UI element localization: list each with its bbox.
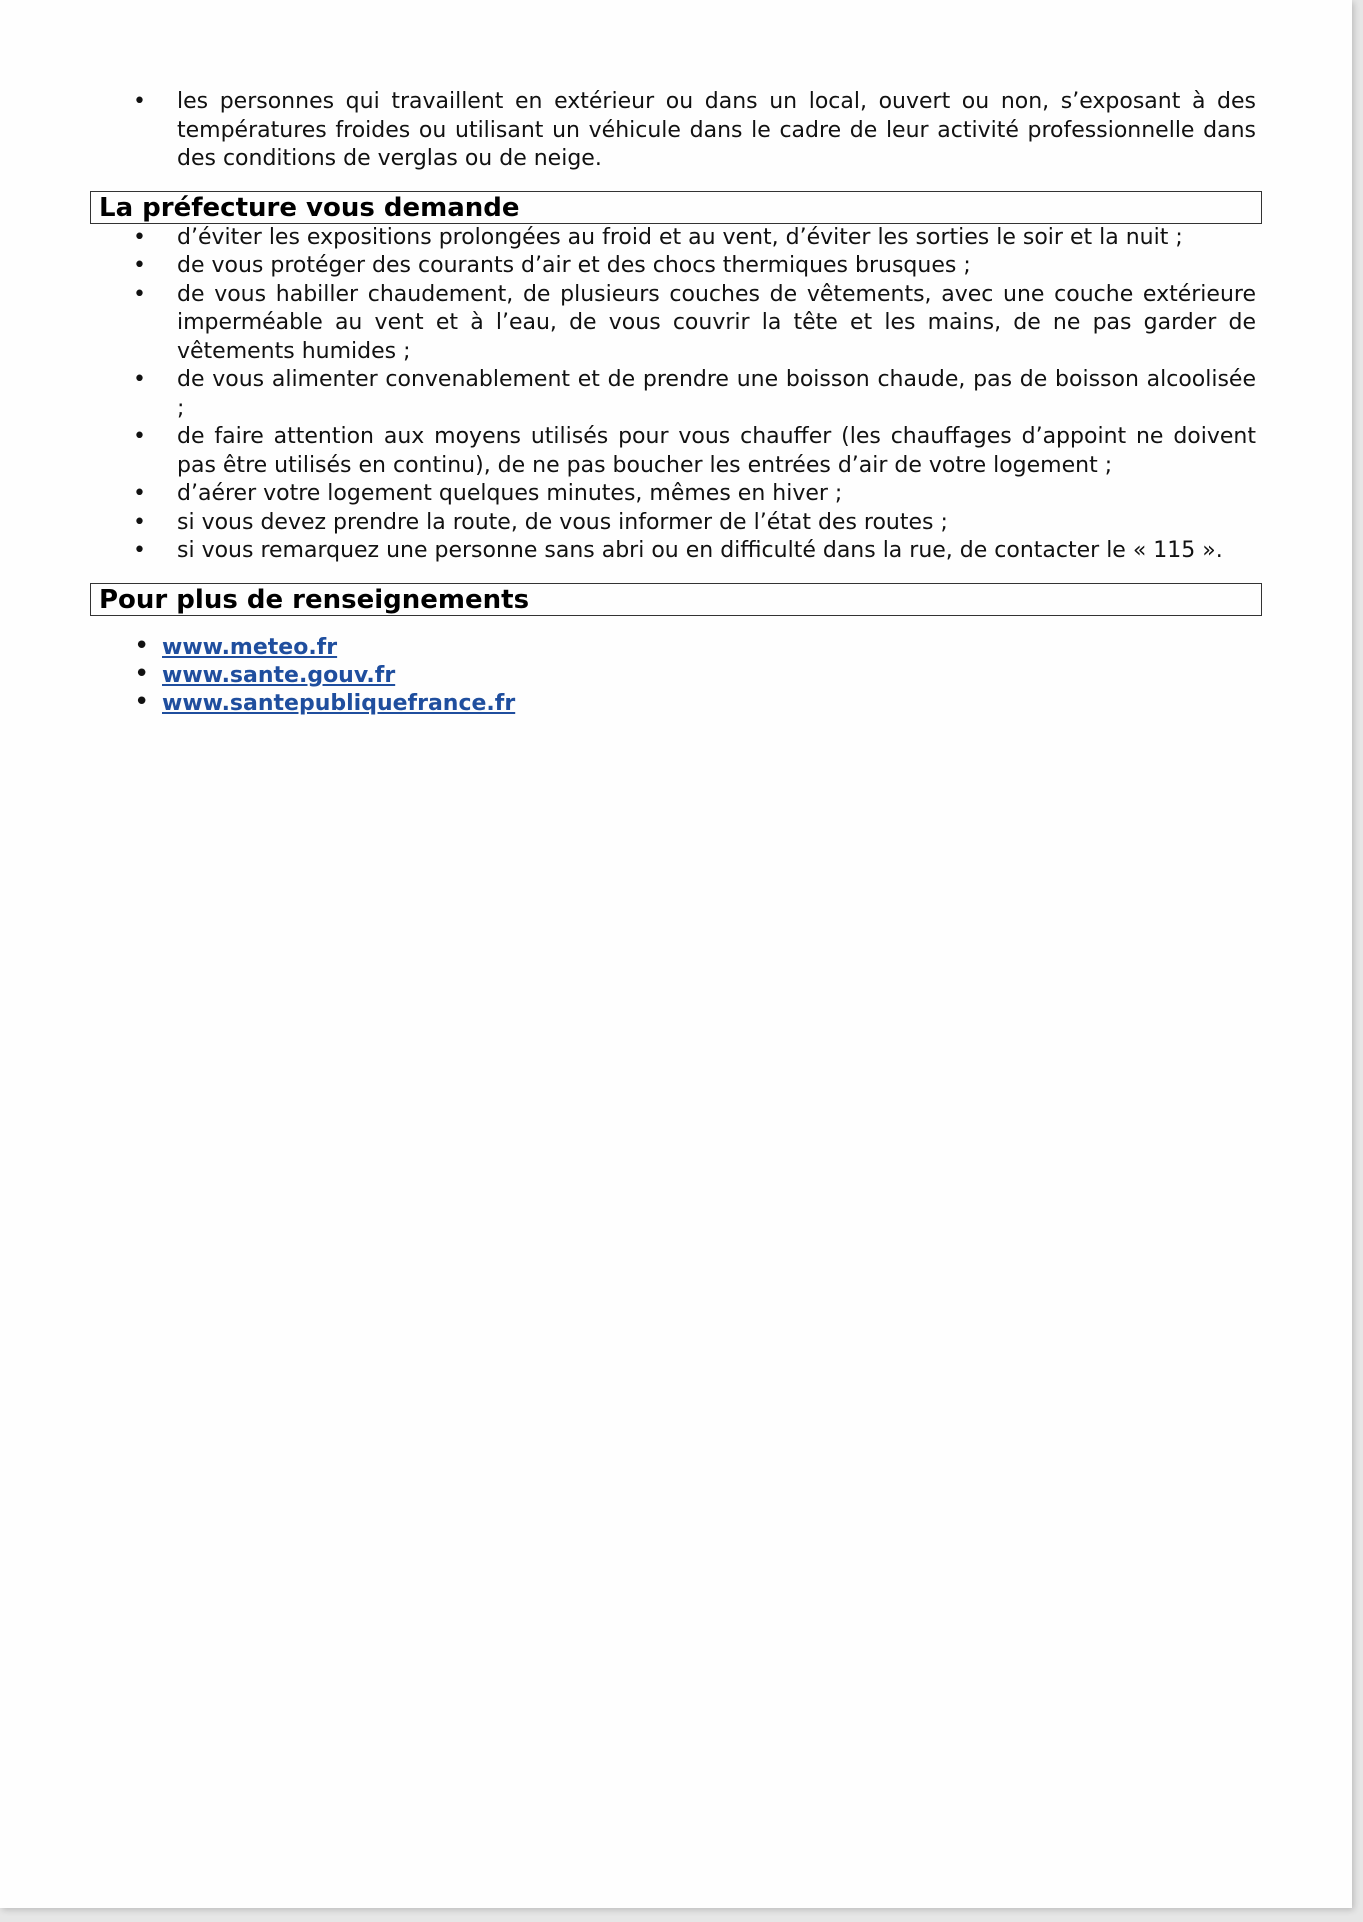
- intro-list: [90, 88, 1262, 174]
- list-item: [90, 662, 1262, 690]
- list-item: • d’éviter les expositions prolongées au froid et au vent, d’éviter les sorties le soir et la nuit ;: [90, 224, 1262, 253]
- link-sante-gouv[interactable]: www.sante.gouv.fr: [162, 662, 396, 688]
- list-item: • d’aérer votre logement quelques minutes, mêmes en hiver ;: [90, 480, 1262, 509]
- list-item: • si vous devez prendre la route, de vous informer de l’état des routes ;: [90, 509, 1262, 538]
- list-item: • de vous alimenter convenablement et de prendre une boisson chaude, pas de boisson alcoolisée ;: [90, 366, 1262, 423]
- section-heading-info: Pour plus de renseignements: [90, 583, 1262, 616]
- page-content: [90, 88, 1262, 718]
- info-links-list: [90, 634, 1262, 718]
- prefecture-requests-list: [90, 224, 1262, 566]
- list-item: • de vous habiller chaudement, de plusieurs couches de vêtements, avec une couche extérieure imperméable au vent et à l’eau, de vous couvrir la tête et les mains, de ne pas garder de vêtements humides ;: [90, 281, 1262, 367]
- link-meteo[interactable]: www.meteo.fr: [162, 634, 338, 660]
- list-item: • les personnes qui travaillent en extérieur ou dans un local, ouvert ou non, s’exposant à des températures froides ou utilisant un véhicule dans le cadre de leur activité professionnelle dans des conditions de verglas ou de neige.: [90, 88, 1262, 174]
- section-heading-prefecture: La préfecture vous demande: [90, 191, 1262, 224]
- list-item: [90, 634, 1262, 662]
- list-item: • de vous protéger des courants d’air et des chocs thermiques brusques ;: [90, 252, 1262, 281]
- link-sante-publique-france[interactable]: www.santepubliquefrance.fr: [162, 690, 516, 716]
- list-item: • de faire attention aux moyens utilisés pour vous chauffer (les chauffages d’appoint ne doivent pas être utilisés en continu), de ne pas boucher les entrées d’air de votre logement ;: [90, 423, 1262, 480]
- list-item: • si vous remarquez une personne sans abri ou en difficulté dans la rue, de contacter le « 115 ».: [90, 537, 1262, 566]
- list-item: [90, 690, 1262, 718]
